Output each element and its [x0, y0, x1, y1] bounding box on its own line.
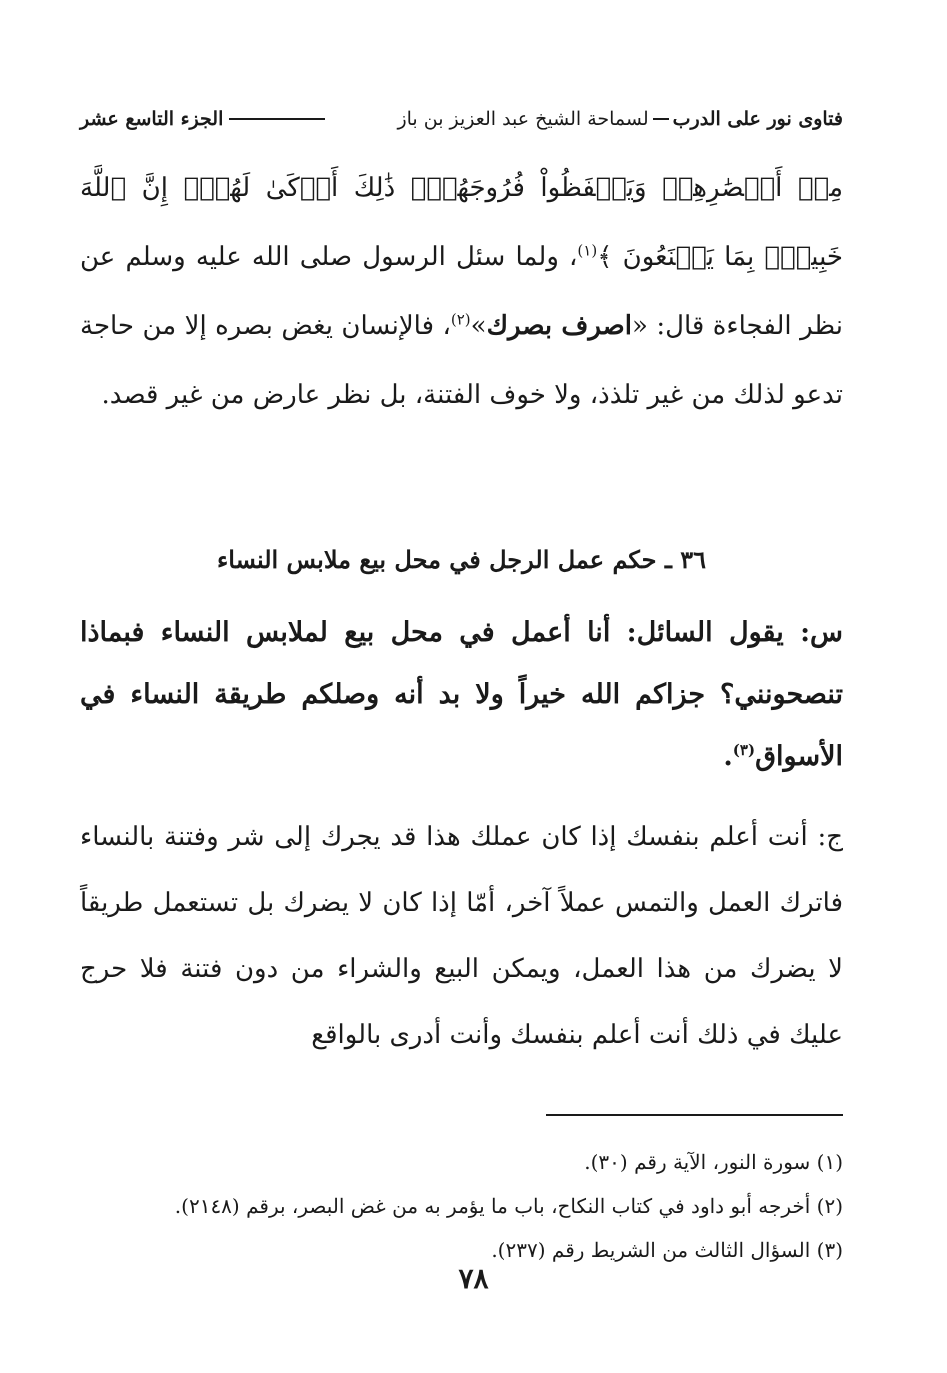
footnote-separator — [546, 1114, 843, 1116]
volume-label: الجزء التاسع عشر — [80, 108, 224, 130]
footnote-3: (٣) السؤال الثالث من الشريط رقم (٢٣٧). — [491, 1238, 843, 1262]
footnotes — [80, 1140, 843, 1272]
question-text: س: يقول السائل: أنا أعمل في محل بيع لملابس النساء فبماذا تنصحونني؟ جزاكم الله خيراً ولا بد أنه وصلكم طريقة النساء في الأسواق — [80, 617, 843, 772]
section-heading: ٣٦ ـ حكم عمل الرجل في محل بيع ملابس النساء — [216, 545, 707, 574]
answer-paragraph: ج: أنت أعلم بنفسك إذا كان عملك هذا قد يجرك إلى شر وفتنة بالنساء فاترك العمل والتمس عملاً آخر، أمّا إذا كان لا يضرك بل تستعمل طريقاً لا يضرك من هذا العمل، ويمكن البيع والشراء من دون فتنة فلا حرج عليك في ذلك أنت أعلم بنفسك وأنت أدرى بالواقع — [80, 822, 843, 1050]
header-rule — [229, 118, 325, 120]
paragraph-text-2: ، فالإنسان يغض بصره إلا من حاجة تدعو لذلك من غير تلذذ، ولا خوف الفتنة، بل نظر عارض من غير قصد. — [80, 311, 843, 410]
question-paragraph — [80, 602, 843, 788]
footnote-ref-2: (٢) — [450, 310, 471, 329]
question-end: . — [723, 741, 733, 772]
paragraph-text-1: ، ولما سئل الرسول صلى الله عليه وسلم عن نظر الفجاءة قال: « — [80, 242, 844, 341]
footnote-ref-1: (١) — [577, 241, 598, 260]
footnote-1: (١) سورة النور، الآية رقم (٣٠). — [584, 1150, 843, 1174]
hadith-quote: اصرف بصرك — [486, 311, 632, 341]
footnote-2: (٢) أخرجه أبو داود في كتاب النكاح، باب ما يؤمر به من غض البصر، برقم (٢١٤٨). — [174, 1194, 843, 1218]
header-dash — [653, 118, 669, 120]
running-header-title-group — [397, 108, 843, 130]
quran-verse: مِنۡ أَبۡصَٰرِهِمۡ وَيَحۡفَظُواْ فُرُوجَهُمۡۚ ذَٰلِكَ أَزۡكَىٰ لَهُمۡۗ إِنَّ ٱللَّهَ خَبِيرُۢ بِمَا يَصۡنَعُونَ — [80, 173, 844, 272]
page-number: ٧٨ — [458, 1262, 489, 1295]
hadith-close-quote: » — [470, 311, 487, 341]
paragraph-continuation — [80, 154, 843, 430]
book-title: فتاوى نور على الدرب — [672, 108, 843, 130]
footnote-ref-3: (٣) — [732, 741, 756, 759]
running-header-volume-group — [80, 108, 331, 130]
author-name: لسماحة الشيخ عبد العزيز بن باز — [397, 108, 649, 130]
running-header — [80, 100, 843, 138]
quran-closing-brace: ﴾ — [597, 242, 613, 272]
